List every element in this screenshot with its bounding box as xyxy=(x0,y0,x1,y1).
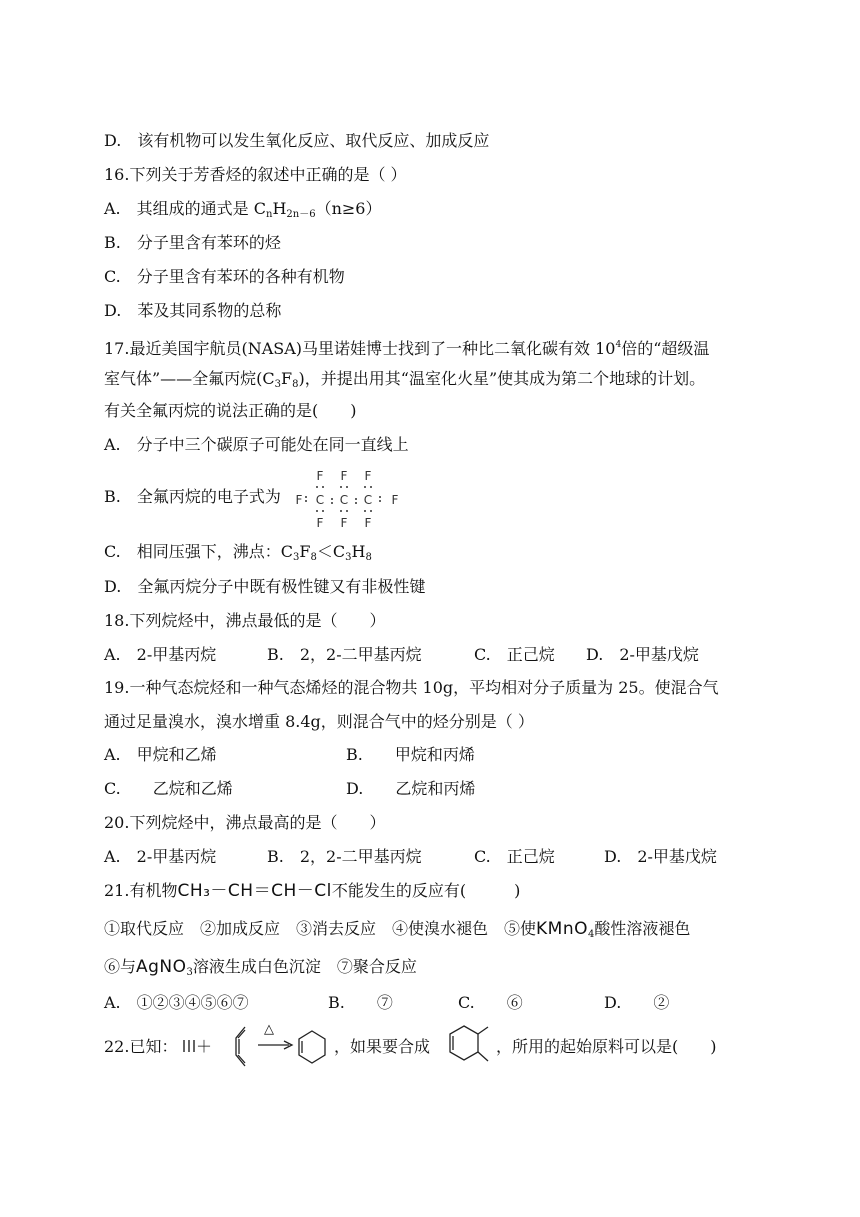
q17-stem-line1: 17.最近美国宇航员(NASA)马里诺娃博士找到了一种比二氧化碳有效 $10^4$倍的“超级温 xyxy=(104,339,710,358)
alkyne-structure xyxy=(181,1038,197,1054)
q22-plus-sign: ＋ xyxy=(196,1037,213,1056)
lewis-f-bottom-3: F xyxy=(364,516,372,530)
q16-option-c: C. 分子里含有苯环的各种有机物 xyxy=(104,267,345,286)
perfluoropropane-lewis-structure xyxy=(291,466,403,530)
heat-delta-symbol: △ xyxy=(264,1022,274,1037)
q16-stem: 16.下列关于芳香烃的叙述中正确的是（ ） xyxy=(104,165,407,184)
reaction-arrow xyxy=(258,1040,294,1050)
lewis-c-1: C xyxy=(315,493,325,507)
q21-formula: CH₃－CH＝CH－Cl xyxy=(177,881,332,901)
lewis-f-top-3: F xyxy=(364,469,372,483)
lewis-f-top-1: F xyxy=(316,469,324,483)
q19-option-c: C. 乙烷和乙烯 xyxy=(104,779,233,798)
q17-stem-line3: 有关全氟丙烷的说法正确的是( ) xyxy=(104,401,357,420)
butadiene-structure xyxy=(228,1024,254,1070)
q21-stem: 21.有机物CH₃－CH＝CH－Cl不能发生的反应有( ) xyxy=(104,881,521,901)
lewis-f-right: F xyxy=(391,493,399,507)
q22-stem-suffix: ，所用的起始原料可以是( ) xyxy=(496,1037,717,1056)
q18-option-c: C. 正己烷 xyxy=(474,645,555,664)
q18-option-d: D. 2-甲基戊烷 xyxy=(586,645,699,664)
q20-option-a: A. 2-甲基丙烷 xyxy=(104,847,217,866)
lewis-c-2: C xyxy=(339,493,349,507)
q21-reaction-list-line1: ①取代反应 ②加成反应 ③消去反应 ④使溴水褪色 ⑤使KMnO$_4$酸性溶液褪色 xyxy=(104,919,691,940)
q19-option-b: B. 甲烷和丙烯 xyxy=(346,745,475,764)
lewis-f-bottom-1: F xyxy=(316,516,324,530)
q17-stem-line2: 室气体”——全氟丙烷$(C_3F_8)$，并提出用其“温室化火星”使其成为第二个地球的计划。 xyxy=(104,369,706,390)
lewis-f-left: F xyxy=(295,493,303,507)
cyclohexene-structure xyxy=(294,1028,330,1066)
lewis-f-top-2: F xyxy=(340,469,348,483)
q20-option-c: C. 正己烷 xyxy=(474,847,555,866)
q18-option-a: A. 2-甲基丙烷 xyxy=(104,645,217,664)
lewis-c-3: C xyxy=(363,493,373,507)
q19-option-a: A. 甲烷和乙烯 xyxy=(104,745,217,764)
q21-reaction-list-line2: ⑥与AgNO$_3$溶液生成白色沉淀 ⑦聚合反应 xyxy=(104,957,417,978)
q16-option-a: A. 其组成的通式是 $C_nH_{2n-6}(n\ge 6)$ xyxy=(104,199,382,220)
q17-option-c: C. 相同压强下，沸点：$C_3F_8<C_3H_8$ xyxy=(104,542,372,563)
q19-option-d: D. 乙烷和丙烯 xyxy=(346,779,476,798)
q17-option-a: A. 分子中三个碳原子可能处在同一直线上 xyxy=(104,435,409,454)
q18-option-b: B. 2，2-二甲基丙烷 xyxy=(267,645,422,664)
q19-stem-line1: 19.一种气态烷烃和一种气态烯烃的混合物共 10g，平均相对分子质量为 25。使混合气 xyxy=(104,678,719,697)
q22-stem-prefix: 22.已知： xyxy=(104,1037,178,1056)
q21-option-b: B. ⑦ xyxy=(328,993,393,1012)
q15-option-d: D. 该有机物可以发生氧化反应、取代反应、加成反应 xyxy=(104,131,490,150)
q17-option-d: D. 全氟丙烷分子中既有极性键又有非极性键 xyxy=(104,577,426,596)
q18-stem: 18.下列烷烃中，沸点最低的是（ ） xyxy=(104,611,386,630)
q16-option-d: D. 苯及其同系物的总称 xyxy=(104,301,282,320)
q20-option-d: D. 2-甲基戊烷 xyxy=(604,847,717,866)
q21-option-c: C. ⑥ xyxy=(458,993,523,1012)
q19-stem-line2: 通过足量溴水，溴水增重 8.4g，则混合气中的烃分别是（ ） xyxy=(104,712,534,731)
q20-option-b: B. 2，2-二甲基丙烷 xyxy=(267,847,422,866)
q21-option-a: A. ①②③④⑤⑥⑦ xyxy=(104,993,249,1012)
q16-option-b: B. 分子里含有苯环的烃 xyxy=(104,233,281,252)
lewis-f-bottom-2: F xyxy=(340,516,348,530)
q17-option-b: B. 全氟丙烷的电子式为 xyxy=(104,487,281,506)
target-dimethylcyclohexene-structure xyxy=(440,1018,496,1074)
q22-stem-middle: ，如果要合成 xyxy=(334,1037,431,1056)
q21-option-d: D. ② xyxy=(604,993,670,1012)
q20-stem: 20.下列烷烃中，沸点最高的是（ ） xyxy=(104,813,386,832)
